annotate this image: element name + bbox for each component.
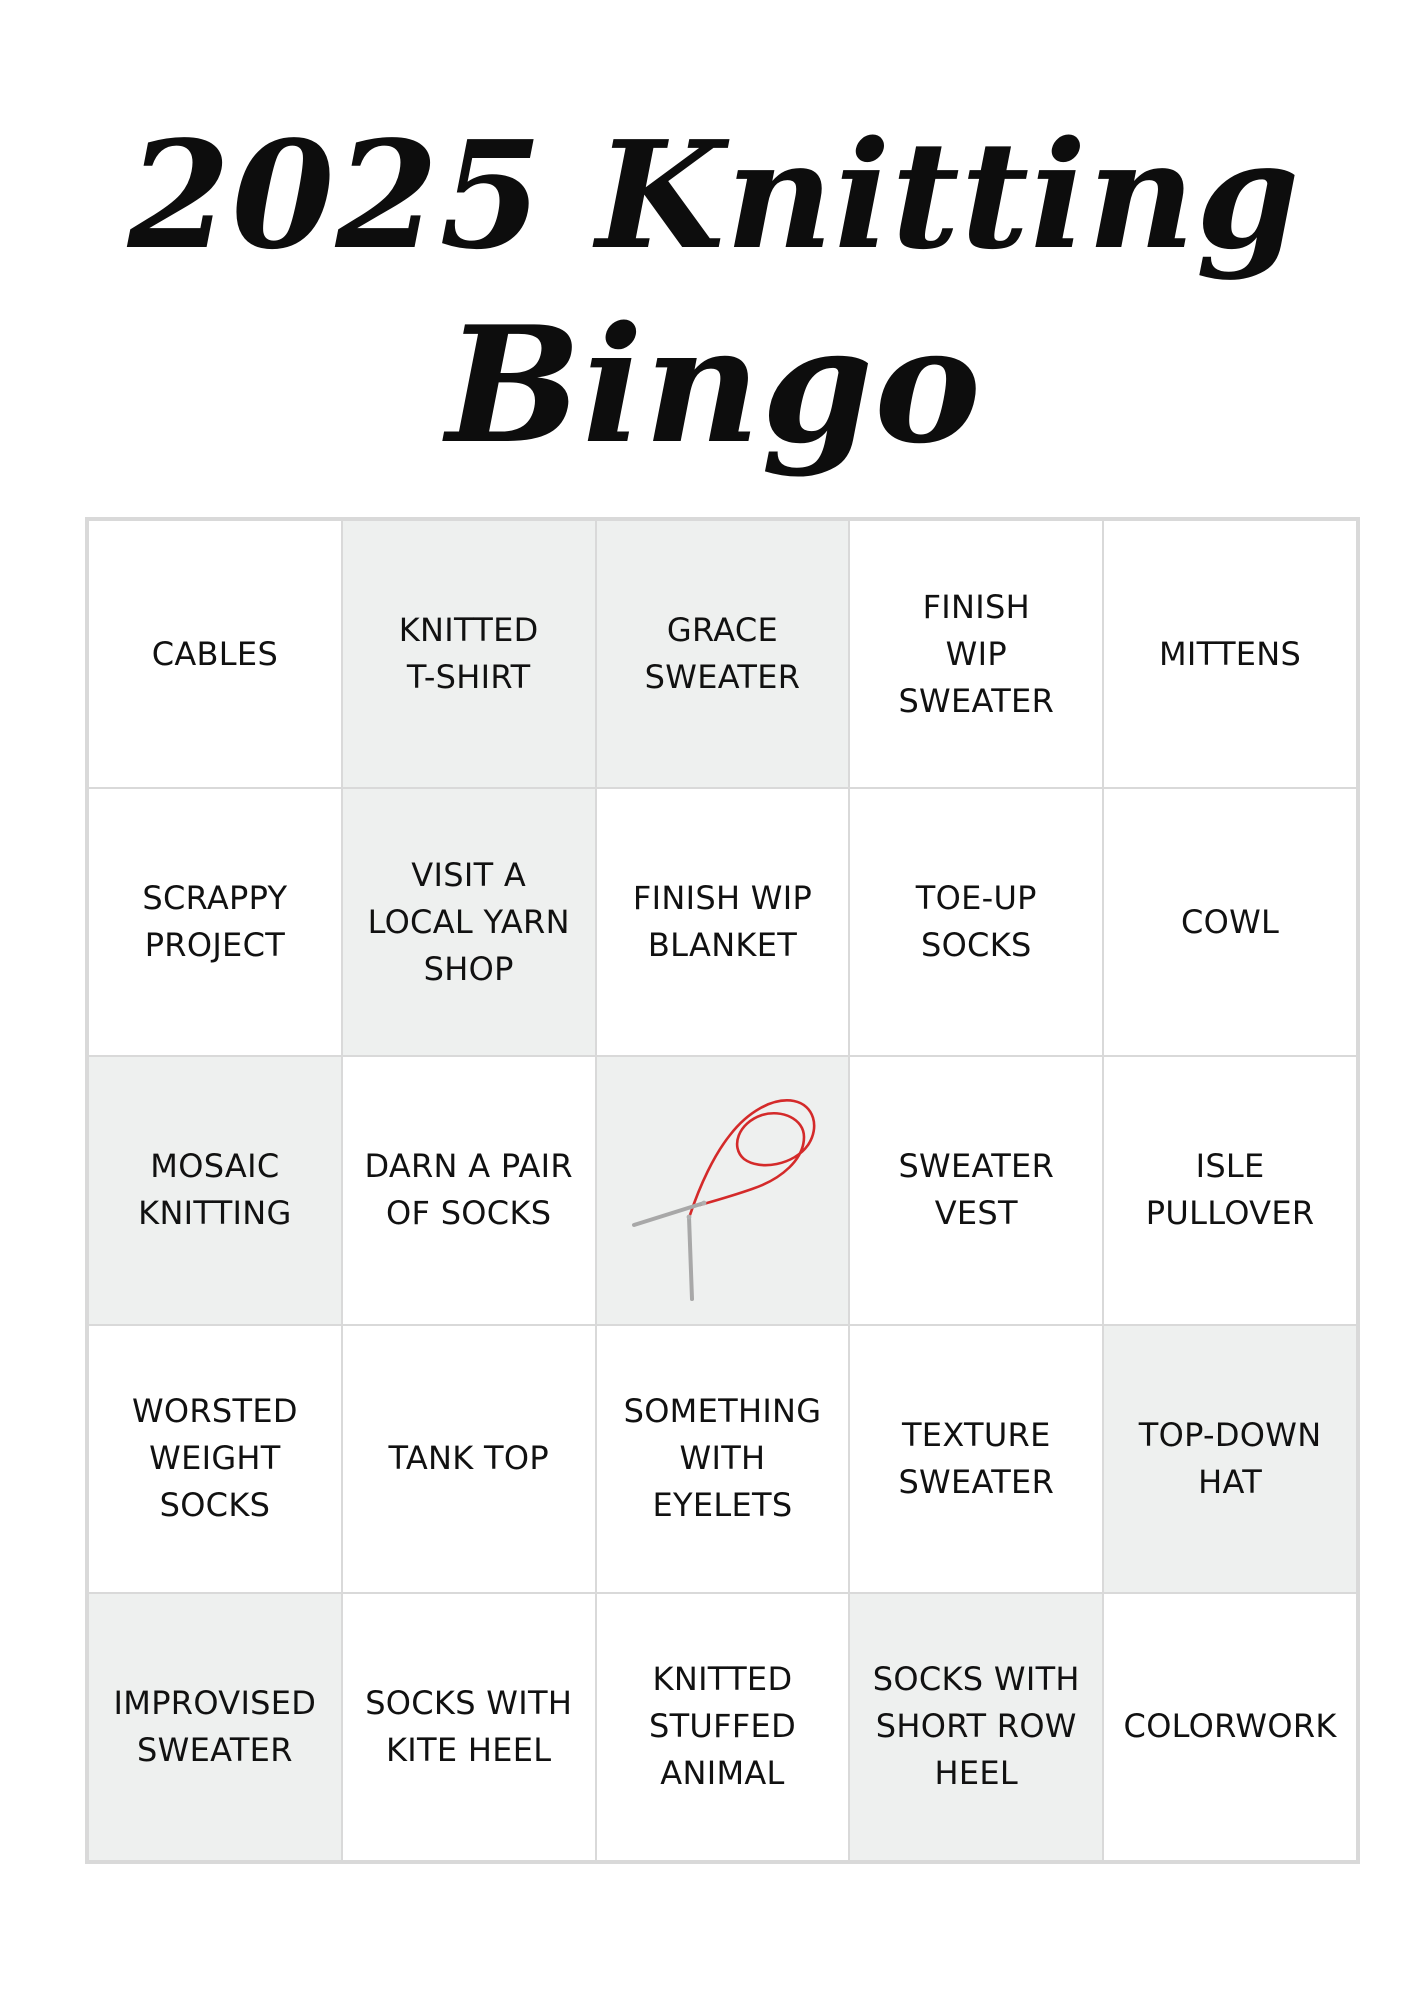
bingo-cell-label: SWEATER VEST: [898, 1147, 1055, 1233]
bingo-cell-label: CABLES: [151, 634, 279, 673]
bingo-cell-tank-top: [342, 1325, 596, 1593]
bingo-cell-label: FINISH WIP BLANKET: [632, 879, 813, 965]
bingo-cell-isle-pullover: [1103, 1056, 1357, 1324]
title-line-2: Bingo: [446, 291, 982, 479]
bingo-cell-label: MITTENS: [1159, 634, 1302, 673]
bingo-cell-cables: [88, 520, 342, 788]
bingo-cell-label: TANK TOP: [388, 1439, 549, 1478]
bingo-cell-label: COWL: [1180, 902, 1280, 941]
bingo-cell-label: TEXTURE SWEATER: [898, 1415, 1055, 1501]
title-line-1: 2025 Knitting: [127, 108, 1301, 282]
bingo-cell-cowl: [1103, 788, 1357, 1056]
bingo-cell-label: COLORWORK: [1123, 1707, 1337, 1746]
bingo-cell-sweater-vest: [849, 1056, 1103, 1324]
bingo-cell-socks-kite-heel: [342, 1593, 596, 1861]
circular-needle-icon: [622, 1075, 822, 1305]
bingo-cell-label: SCRAPPY PROJECT: [142, 879, 288, 965]
bingo-cell-colorwork: [1103, 1593, 1357, 1861]
bingo-cell-worsted-weight-socks: [88, 1325, 342, 1593]
bingo-cell-label: FINISH WIP SWEATER: [898, 587, 1055, 720]
bingo-cell-label: TOE-UP SOCKS: [915, 879, 1037, 965]
bingo-cell-knitted-t-shirt: [342, 520, 596, 788]
bingo-cell-label: WORSTED WEIGHT SOCKS: [131, 1392, 298, 1525]
bingo-cell-label: GRACE SWEATER: [644, 611, 801, 697]
bingo-cell-label: IMPROVISED SWEATER: [113, 1683, 317, 1769]
bingo-cell-free-space: [596, 1056, 850, 1324]
bingo-cell-label: SOMETHING WITH EYELETS: [623, 1392, 822, 1525]
bingo-cell-label: VISIT A LOCAL YARN SHOP: [367, 855, 570, 988]
bingo-cell-label: MOSAIC KNITTING: [138, 1147, 292, 1233]
bingo-title: [0, 100, 1428, 480]
bingo-cell-darn-socks: [342, 1056, 596, 1324]
bingo-cell-scrappy-project: [88, 788, 342, 1056]
bingo-cell-texture-sweater: [849, 1325, 1103, 1593]
bingo-grid: [85, 517, 1360, 1864]
bingo-cell-something-with-eyelets: [596, 1325, 850, 1593]
bingo-cell-top-down-hat: [1103, 1325, 1357, 1593]
bingo-cell-grace-sweater: [596, 520, 850, 788]
bingo-cell-socks-short-row-heel: [849, 1593, 1103, 1861]
bingo-cell-mittens: [1103, 520, 1357, 788]
bingo-cell-improvised-sweater: [88, 1593, 342, 1861]
bingo-cell-mosaic-knitting: [88, 1056, 342, 1324]
bingo-cell-label: SOCKS WITH KITE HEEL: [365, 1683, 573, 1769]
bingo-cell-toe-up-socks: [849, 788, 1103, 1056]
bingo-cell-label: KNITTED T-SHIRT: [398, 611, 539, 697]
bingo-cell-label: DARN A PAIR OF SOCKS: [364, 1147, 573, 1233]
bingo-cell-finish-wip-blanket: [596, 788, 850, 1056]
bingo-cell-finish-wip-sweater: [849, 520, 1103, 788]
bingo-cell-knitted-stuffed-animal: [596, 1593, 850, 1861]
bingo-cell-label: TOP-DOWN HAT: [1138, 1415, 1322, 1501]
bingo-cell-visit-local-yarn-shop: [342, 788, 596, 1056]
bingo-cell-label: SOCKS WITH SHORT ROW HEEL: [872, 1660, 1080, 1793]
bingo-cell-label: KNITTED STUFFED ANIMAL: [648, 1660, 797, 1793]
bingo-cell-label: ISLE PULLOVER: [1145, 1147, 1315, 1233]
